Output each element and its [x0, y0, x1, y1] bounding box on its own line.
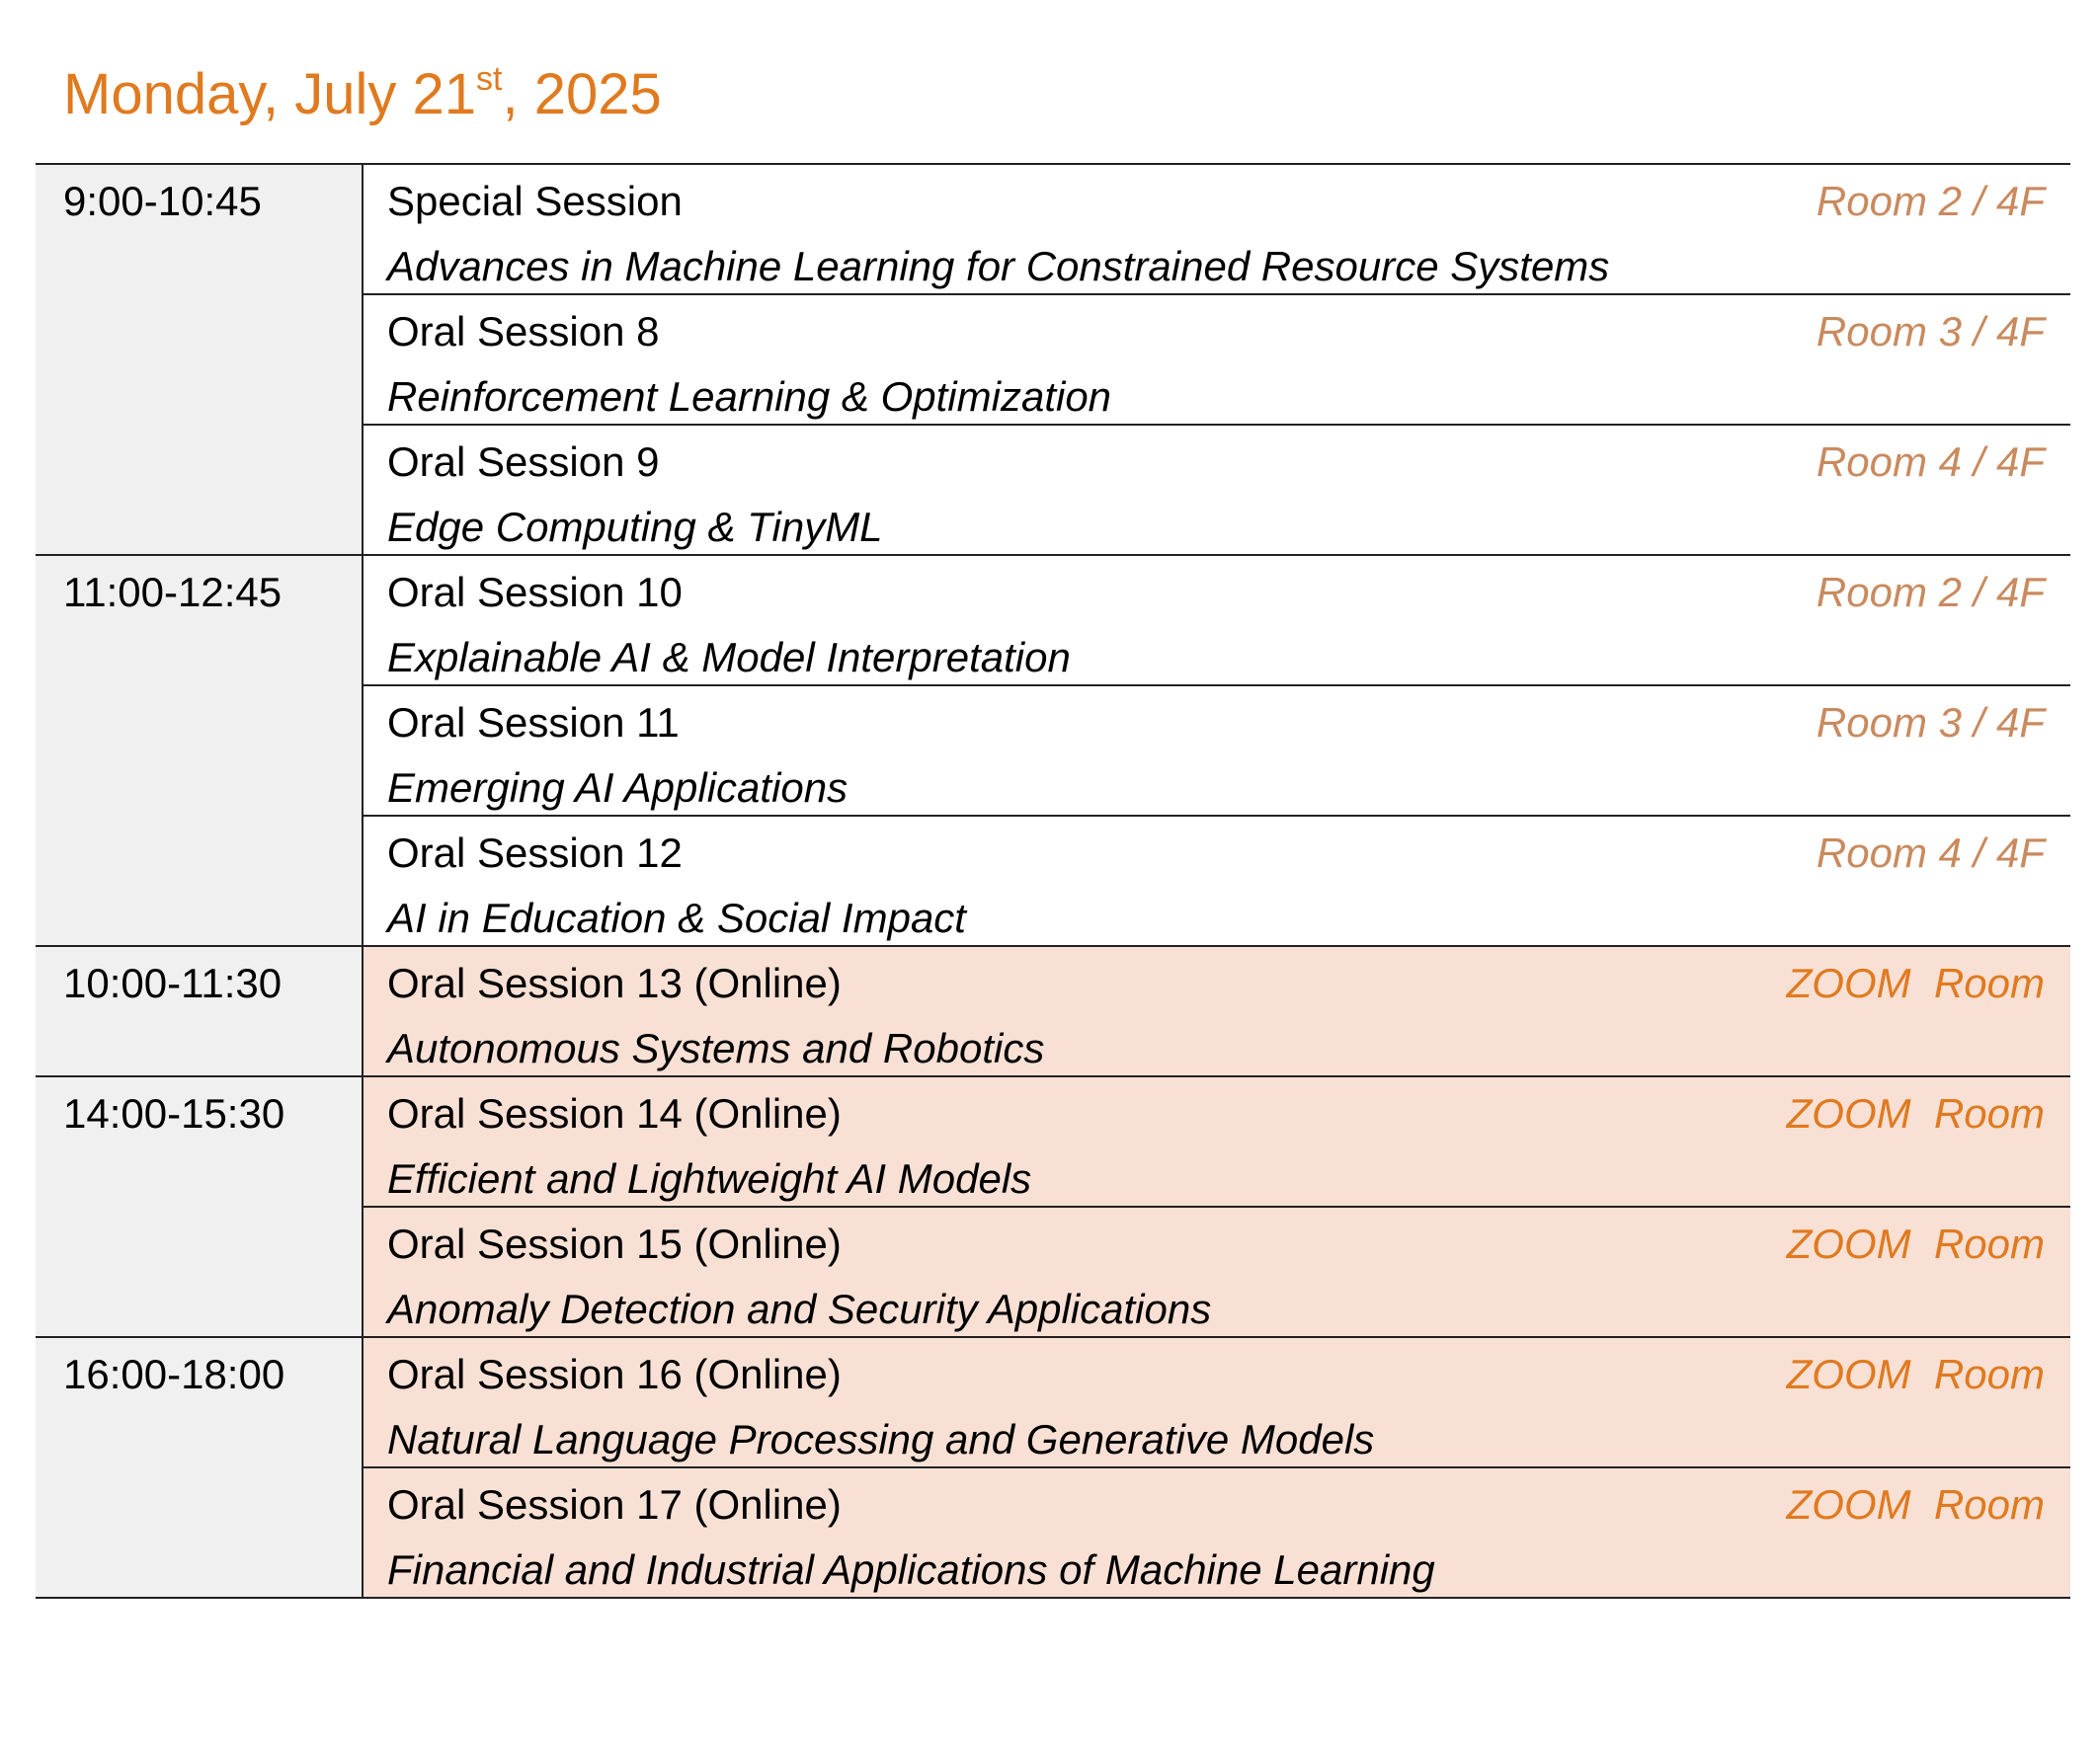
session-room: ZOOM Room: [1786, 960, 2045, 1006]
session-name: Oral Session 14 (Online): [387, 1090, 842, 1137]
session-topic: Reinforcement Learning & Optimization: [387, 373, 1112, 420]
session-name: Oral Session 11: [387, 699, 680, 746]
session-room: Room 4 / 4F: [1816, 438, 2045, 485]
session-header: [387, 307, 2045, 356]
session-topic: Explainable AI & Model Interpretation: [387, 634, 1071, 680]
session-cell: [363, 425, 2070, 555]
session-row: [36, 1076, 2070, 1207]
session-cell: [363, 1076, 2070, 1207]
session-name: Oral Session 15 (Online): [387, 1221, 842, 1267]
session-topic: Autonomous Systems and Robotics: [387, 1025, 1045, 1071]
session-header: [387, 1220, 2045, 1269]
session-header: [387, 698, 2045, 748]
session-name: Oral Session 16 (Online): [387, 1351, 842, 1397]
session-cell: [363, 946, 2070, 1076]
session-cell: [363, 555, 2070, 685]
session-name: Oral Session 13 (Online): [387, 960, 842, 1006]
session-topic: Natural Language Processing and Generative Models: [387, 1416, 1375, 1462]
session-name: Oral Session 8: [387, 308, 660, 355]
page-title: [63, 57, 662, 132]
time-slot: 14:00-15:30: [36, 1076, 363, 1337]
title-year: , 2025: [502, 62, 662, 126]
title-ordinal-suffix: st: [476, 60, 503, 98]
session-cell: [363, 294, 2070, 425]
session-topic: Efficient and Lightweight AI Models: [387, 1155, 1032, 1202]
session-cell: [363, 1207, 2070, 1337]
session-header: [387, 1350, 2045, 1399]
session-cell: [363, 1337, 2070, 1467]
session-header: [387, 1089, 2045, 1139]
session-name: Oral Session 9: [387, 438, 660, 485]
session-header: [387, 829, 2045, 878]
session-topic: AI in Education & Social Impact: [387, 895, 966, 941]
session-header: [387, 437, 2045, 487]
session-room: Room 3 / 4F: [1816, 699, 2045, 746]
session-room: Room 2 / 4F: [1816, 178, 2045, 224]
session-name: Oral Session 17 (Online): [387, 1481, 842, 1528]
time-slot: 11:00-12:45: [36, 555, 363, 946]
session-room: Room 3 / 4F: [1816, 308, 2045, 355]
session-row: [36, 946, 2070, 1076]
session-room: Room 2 / 4F: [1816, 569, 2045, 615]
session-header: [387, 959, 2045, 1008]
session-cell: [363, 685, 2070, 816]
session-cell: [363, 164, 2070, 294]
title-date: Monday, July 21: [63, 62, 477, 126]
session-room: ZOOM Room: [1786, 1090, 2045, 1137]
session-room: ZOOM Room: [1786, 1351, 2045, 1397]
time-slot: 9:00-10:45: [36, 164, 363, 555]
session-topic: Advances in Machine Learning for Constrained Resource Systems: [387, 243, 1610, 289]
session-room: Room 4 / 4F: [1816, 829, 2045, 876]
time-slot: 16:00-18:00: [36, 1337, 363, 1598]
session-name: Oral Session 12: [387, 829, 683, 876]
session-row: [36, 164, 2070, 294]
time-slot: 10:00-11:30: [36, 946, 363, 1076]
session-cell: [363, 1467, 2070, 1598]
session-name: Special Session: [387, 178, 683, 224]
session-row: [36, 1337, 2070, 1467]
session-cell: [363, 816, 2070, 946]
session-header: [387, 177, 2045, 226]
session-row: [36, 555, 2070, 685]
session-name: Oral Session 10: [387, 569, 683, 615]
session-topic: Anomaly Detection and Security Applications: [387, 1286, 1212, 1332]
session-topic: Emerging AI Applications: [387, 764, 848, 811]
session-room: ZOOM Room: [1786, 1221, 2045, 1267]
schedule-table: [36, 163, 2070, 1599]
session-topic: Financial and Industrial Applications of Machine Learning: [387, 1546, 1435, 1593]
session-room: ZOOM Room: [1786, 1481, 2045, 1528]
session-header: [387, 1480, 2045, 1530]
schedule-body: [36, 164, 2070, 1598]
session-topic: Edge Computing & TinyML: [387, 504, 883, 550]
session-header: [387, 568, 2045, 617]
